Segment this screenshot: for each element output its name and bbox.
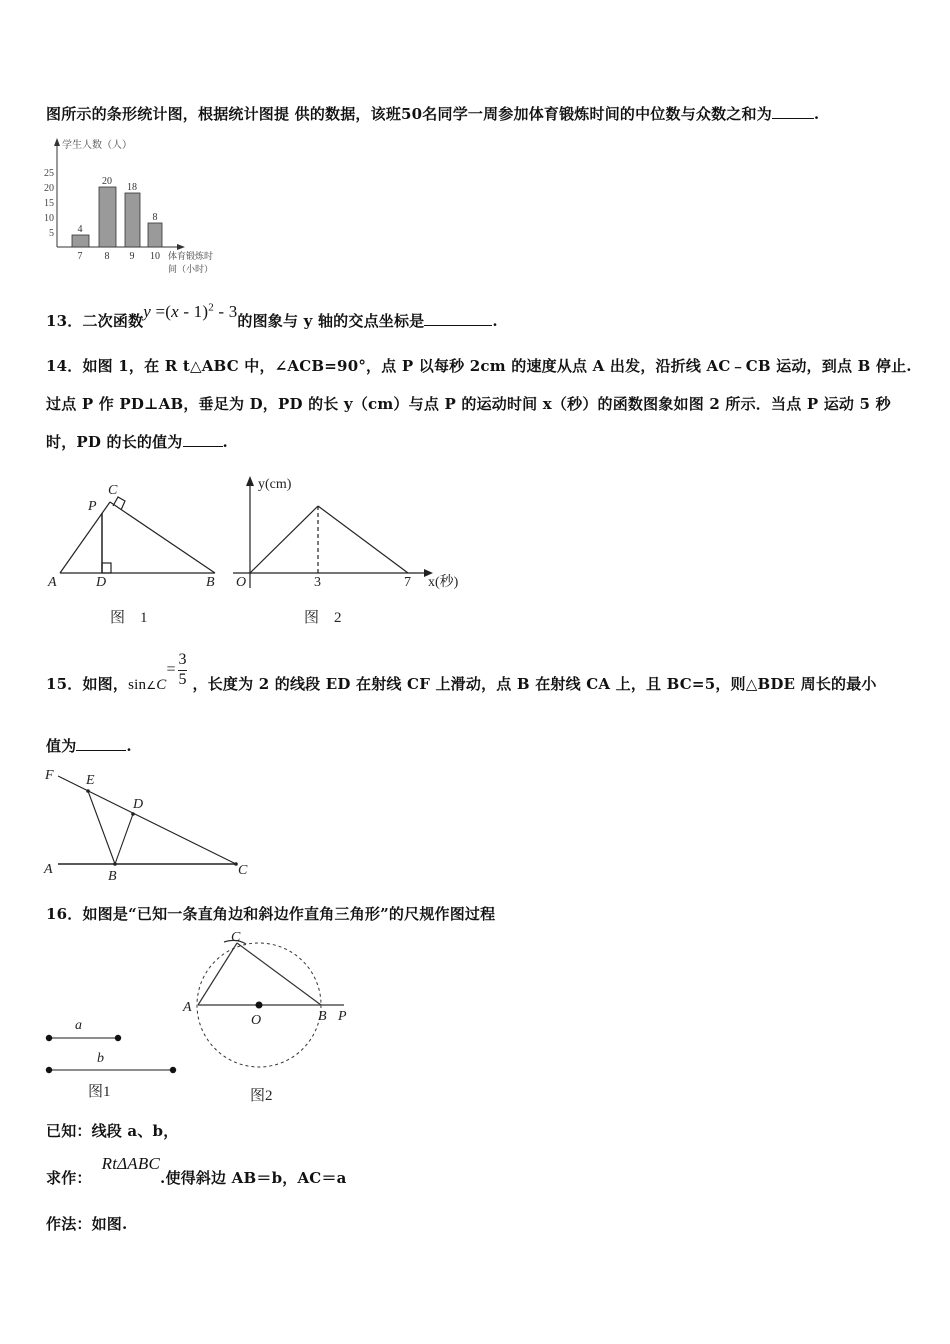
bar-value-label: 4 bbox=[77, 224, 83, 235]
segment-label-a: a bbox=[75, 1018, 82, 1033]
figure-caption: 图2 bbox=[250, 1088, 273, 1104]
q13-answer-blank bbox=[424, 313, 492, 326]
x-tick: 7 bbox=[77, 251, 83, 262]
point-label-B: B bbox=[108, 869, 117, 884]
x-tick: 7 bbox=[404, 575, 411, 590]
point-label-F: F bbox=[45, 768, 54, 783]
q13-formula bbox=[143, 302, 237, 321]
q14-answer-blank bbox=[183, 434, 223, 447]
figure-caption: 图 1 bbox=[110, 610, 148, 626]
formula-x: x bbox=[171, 302, 179, 321]
bar-value-label: 8 bbox=[152, 212, 158, 223]
q14-figure-2 bbox=[228, 470, 458, 630]
q16-construct-text: .使得斜边 AB＝b，AC＝a bbox=[160, 1169, 347, 1187]
q15-text-body: ，长度为 2 的线段 ED 在射线 CF 上滑动，点 B 在射线 CA 上，且 BC=5，则△BDE 周长的最小 bbox=[192, 675, 877, 693]
bar-10 bbox=[148, 223, 162, 247]
formula-eq: =( bbox=[155, 302, 172, 321]
bar-value-label: 18 bbox=[127, 182, 137, 193]
fraction-denominator: 5 bbox=[178, 671, 187, 688]
bar-chart bbox=[40, 135, 240, 280]
q15-number: 15．如图， bbox=[46, 675, 129, 693]
q15-line2-text: 值为 bbox=[46, 737, 77, 755]
q14-line3-text: 时，PD 的长的值为 bbox=[46, 433, 183, 451]
q16-title: 16．如图是“已知一条直角边和斜边作直角三角形”的尺规作图过程 bbox=[46, 905, 496, 923]
q15-fraction bbox=[166, 651, 192, 689]
point-label-A: A bbox=[44, 862, 53, 877]
q16-known: 已知：线段 a、b， bbox=[46, 1122, 179, 1140]
bar-7 bbox=[72, 235, 89, 247]
fraction-eq: = bbox=[166, 661, 176, 678]
q16-construct-label: 求作： bbox=[46, 1169, 92, 1187]
q15-angle-symbol: ∠ bbox=[146, 680, 157, 692]
q13-text bbox=[46, 301, 498, 331]
y-tick: 15 bbox=[44, 198, 54, 209]
formula-rest: - 1) bbox=[178, 302, 209, 321]
q15-text bbox=[46, 651, 877, 694]
formula-exp: 2 bbox=[208, 301, 214, 314]
q16-construct bbox=[46, 1154, 347, 1188]
x-axis-arrow-icon bbox=[177, 244, 185, 250]
fraction-numerator: 3 bbox=[178, 651, 187, 668]
figure-caption: 图1 bbox=[88, 1084, 111, 1100]
q15-figure bbox=[40, 760, 270, 885]
point-label-P: P bbox=[88, 499, 97, 514]
q13-suffix: 的图象与 y 轴的交点坐标是 bbox=[237, 312, 425, 330]
x-tick: 10 bbox=[150, 251, 160, 262]
q15-end: . bbox=[126, 737, 132, 755]
y-axis-label: 学生人数（人） bbox=[62, 140, 132, 151]
bar-8 bbox=[99, 187, 116, 247]
y-axis-label: y(cm) bbox=[258, 477, 292, 492]
bar-value-label: 20 bbox=[102, 176, 112, 187]
y-tick: 5 bbox=[49, 228, 54, 239]
q12-end: . bbox=[813, 105, 820, 123]
point-label-B: B bbox=[206, 575, 215, 590]
point-label-D: D bbox=[96, 575, 107, 590]
q13-number: 13． bbox=[46, 312, 83, 330]
figure-caption: 图 2 bbox=[304, 610, 342, 626]
x-tick: 9 bbox=[129, 251, 135, 262]
bar-9 bbox=[125, 193, 140, 247]
segment-label-b: b bbox=[97, 1051, 104, 1066]
point-label-C: C bbox=[238, 863, 248, 878]
q12-text-body: 图所示的条形统计图，根据统计图提 供的数据，该班50名同学一周参加体育锻炼时间的中位数与众数之和为 bbox=[46, 105, 772, 123]
q14-figure-1 bbox=[40, 470, 240, 630]
formula-tail: - 3 bbox=[213, 302, 238, 321]
point-label-O: O bbox=[251, 1013, 262, 1028]
y-tick: 20 bbox=[44, 183, 54, 194]
q15-answer-blank bbox=[76, 738, 126, 751]
origin-label: O bbox=[236, 575, 247, 590]
point-label-A: A bbox=[48, 575, 57, 590]
x-axis-label: x(秒) bbox=[428, 575, 459, 590]
q16-figure-1 bbox=[40, 1010, 190, 1100]
point-label-A: A bbox=[183, 1000, 192, 1015]
formula-y: y bbox=[143, 302, 152, 321]
x-axis-label-line2: 间（小时） bbox=[168, 264, 214, 274]
y-tick: 10 bbox=[44, 213, 54, 224]
point-label-P: P bbox=[338, 1009, 347, 1024]
q13-prefix: 二次函数 bbox=[82, 312, 144, 330]
q16-construct-math: RtΔABC bbox=[101, 1154, 161, 1173]
center-point-O bbox=[256, 1002, 263, 1009]
point-label-D: D bbox=[133, 797, 144, 812]
y-tick: 25 bbox=[44, 168, 54, 179]
q15-sin: sin bbox=[128, 677, 147, 693]
point-label-E: E bbox=[86, 773, 95, 788]
y-axis-arrow-icon bbox=[54, 138, 60, 146]
y-axis-arrow-icon bbox=[246, 476, 254, 486]
q14-end: . bbox=[222, 433, 228, 451]
q16-figure-2 bbox=[180, 928, 380, 1108]
point-label-C: C bbox=[231, 930, 241, 945]
q14-line1: 14．如图 1，在 R t△ABC 中，∠ACB=90°，点 P 以每秒 2cm 的速度从点 A 出发，沿折线 AC﹣CB 运动，到点 B 停止. bbox=[46, 357, 912, 375]
q14-line2: 过点 P 作 PD⊥AB，垂足为 D，PD 的长 y（cm）与点 P 的运动时间 x（秒）的函数图象如图 2 所示．当点 P 运动 5 秒 bbox=[46, 395, 891, 413]
x-axis-label-line1: 体育锻炼时 bbox=[168, 251, 214, 261]
point-label-B: B bbox=[318, 1009, 327, 1024]
x-tick: 8 bbox=[104, 251, 110, 262]
q12-text bbox=[46, 103, 819, 124]
q15-c: C bbox=[156, 677, 167, 693]
q14-line3 bbox=[46, 431, 228, 452]
point-label-C: C bbox=[108, 483, 118, 498]
q16-method: 作法：如图. bbox=[46, 1215, 128, 1233]
q15-line2 bbox=[46, 735, 132, 756]
q12-answer-blank bbox=[772, 106, 814, 119]
x-tick: 3 bbox=[314, 575, 321, 590]
q13-end: . bbox=[492, 312, 498, 330]
